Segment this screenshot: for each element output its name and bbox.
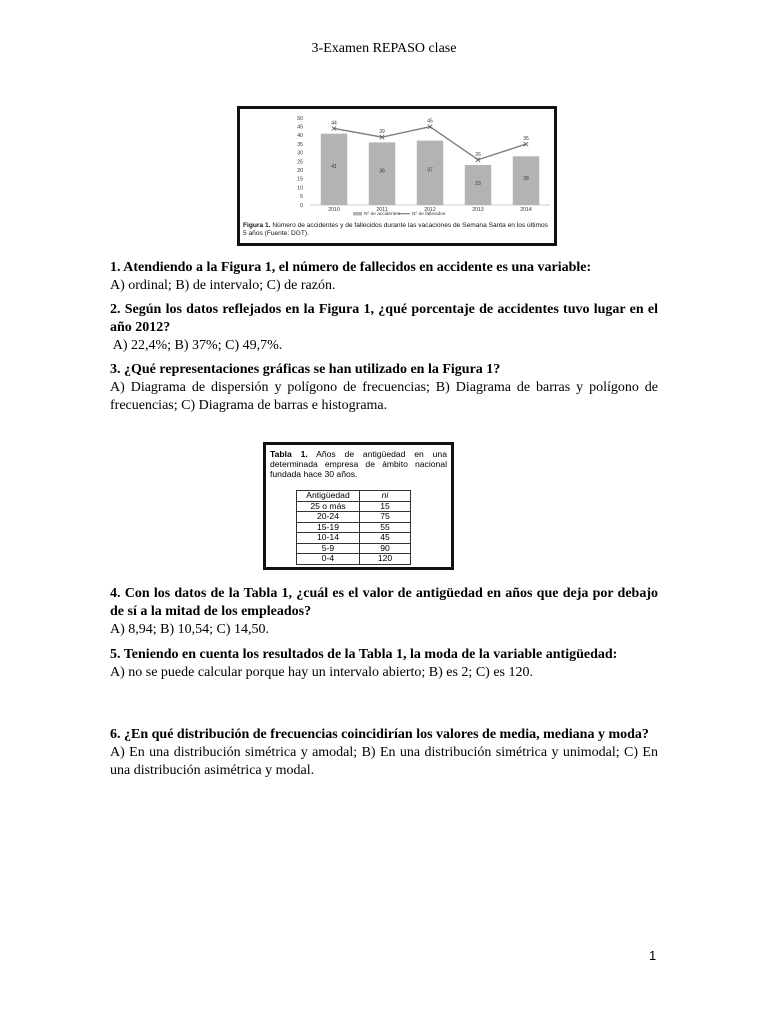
y-tick-label: 15 xyxy=(297,176,303,183)
question-5 xyxy=(110,646,658,682)
figure-1 xyxy=(237,106,557,246)
table-header-row xyxy=(297,491,411,502)
page-number: 1 xyxy=(649,948,657,963)
question-5-title: 5. Teniendo en cuenta los resultados de la Tabla 1, la moda de la variable antigüedad: xyxy=(110,647,618,662)
table-cell-interval: 5-9 xyxy=(297,543,360,554)
bar-value-label: 37 xyxy=(427,167,433,174)
question-1-title: 1. Atendiendo a la Figura 1, el número de fallecidos en accidente es una variable: xyxy=(110,260,592,275)
table-row xyxy=(297,543,411,554)
line-value-label: 35 xyxy=(523,136,529,143)
y-tick-label: 45 xyxy=(297,124,303,131)
table-1-caption: Tabla 1. Años de antigüedad en una determinada empresa de ámbito nacional fundada hace 30 años. xyxy=(270,449,447,479)
table-row xyxy=(297,554,411,565)
question-2-title: 2. Según los datos reflejados en la Figura 1, ¿qué porcentaje de accidentes tuvo lugar en el año 2012? xyxy=(110,302,658,335)
table-cell-frequency: 15 xyxy=(360,501,411,512)
figure-1-caption: Figura 1. Número de accidentes y de fallecidos durante las vacaciones de Semana Santa en los últimos 5 años (Fuente: DGT). xyxy=(243,222,548,237)
y-tick-label: 30 xyxy=(297,150,303,157)
line-value-label: 45 xyxy=(427,118,433,125)
line-value-label: 26 xyxy=(475,151,481,158)
table-header-ni: ni xyxy=(360,491,411,502)
question-4-title: 4. Con los datos de la Tabla 1, ¿cuál es el valor de antigüedad en años que deja por debajo de sí a la mitad de los empleados? xyxy=(110,586,658,619)
question-2 xyxy=(110,301,658,355)
table-cell-frequency: 90 xyxy=(360,543,411,554)
question-4-options: A) 8,94; B) 10,54; C) 14,50. xyxy=(110,622,270,637)
table-cell-interval: 15-19 xyxy=(297,522,360,533)
table-cell-interval: 20-24 xyxy=(297,512,360,523)
y-tick-label: 0 xyxy=(300,202,303,209)
y-tick-label: 40 xyxy=(297,133,303,140)
question-3-title: 3. ¿Qué representaciones gráficas se han utilizado en la Figura 1? xyxy=(110,362,501,377)
table-row xyxy=(297,501,411,512)
y-tick-label: 25 xyxy=(297,159,303,166)
question-6-title: 6. ¿En qué distribución de frecuencias coincidirían los valores de media, mediana y moda? xyxy=(110,727,649,742)
table-1 xyxy=(263,442,454,570)
question-3 xyxy=(110,361,658,415)
question-6-options: A) En una distribución simétrica y amodal; B) En una distribución simétrica y unimodal; C) En una distribución asimétrica y modal. xyxy=(110,745,658,778)
bar-value-label: 23 xyxy=(475,180,481,187)
question-4 xyxy=(110,585,658,639)
x-tick-label: 2012 xyxy=(424,207,436,213)
y-tick-label: 35 xyxy=(297,141,303,148)
x-tick-label: 2010 xyxy=(328,207,340,213)
question-6 xyxy=(110,726,658,780)
table-cell-frequency: 55 xyxy=(360,522,411,533)
x-tick-label: 2014 xyxy=(520,207,532,213)
table-cell-frequency: 120 xyxy=(360,554,411,565)
question-5-options: A) no se puede calcular porque hay un intervalo abierto; B) es 2; C) es 120. xyxy=(110,665,533,680)
bar-value-label: 41 xyxy=(331,163,337,170)
table-row xyxy=(297,522,411,533)
bar-value-label: 28 xyxy=(523,176,529,183)
table-row xyxy=(297,533,411,544)
question-1 xyxy=(110,259,658,295)
line-value-label: 39 xyxy=(379,129,385,136)
question-3-options: A) Diagrama de dispersión y polígono de frecuencias; B) Diagrama de barras y polígono de frecuencias; C) Diagrama de barras e histograma. xyxy=(110,380,658,413)
table-cell-interval: 0-4 xyxy=(297,554,360,565)
frequency-table xyxy=(296,490,411,565)
x-tick-label: 2011 xyxy=(376,207,388,213)
table-cell-frequency: 75 xyxy=(360,512,411,523)
line-value-label: 44 xyxy=(331,120,337,127)
table-cell-interval: 25 o más xyxy=(297,501,360,512)
question-1-options: A) ordinal; B) de intervalo; C) de razón. xyxy=(110,278,336,293)
legend-label-fallecidos: Nº de fallecidos xyxy=(412,212,446,217)
y-tick-label: 50 xyxy=(297,115,303,122)
page-header: 3-Examen REPASO clase xyxy=(311,41,457,56)
figure-1-chart xyxy=(240,109,554,221)
y-tick-label: 10 xyxy=(297,185,303,192)
x-tick-label: 2013 xyxy=(472,207,484,213)
question-2-options: A) 22,4%; B) 37%; C) 49,7%. xyxy=(110,338,283,353)
legend-swatch-accidentes xyxy=(353,212,362,216)
table-cell-frequency: 45 xyxy=(360,533,411,544)
y-tick-label: 5 xyxy=(300,194,303,201)
y-tick-label: 20 xyxy=(297,168,303,174)
bar-value-label: 36 xyxy=(379,168,385,175)
legend-label-accidentes: Nº de accidentes xyxy=(364,212,401,217)
table-cell-interval: 10-14 xyxy=(297,533,360,544)
table-row xyxy=(297,512,411,523)
table-header-antiguedad: Antigüedad xyxy=(297,491,360,502)
